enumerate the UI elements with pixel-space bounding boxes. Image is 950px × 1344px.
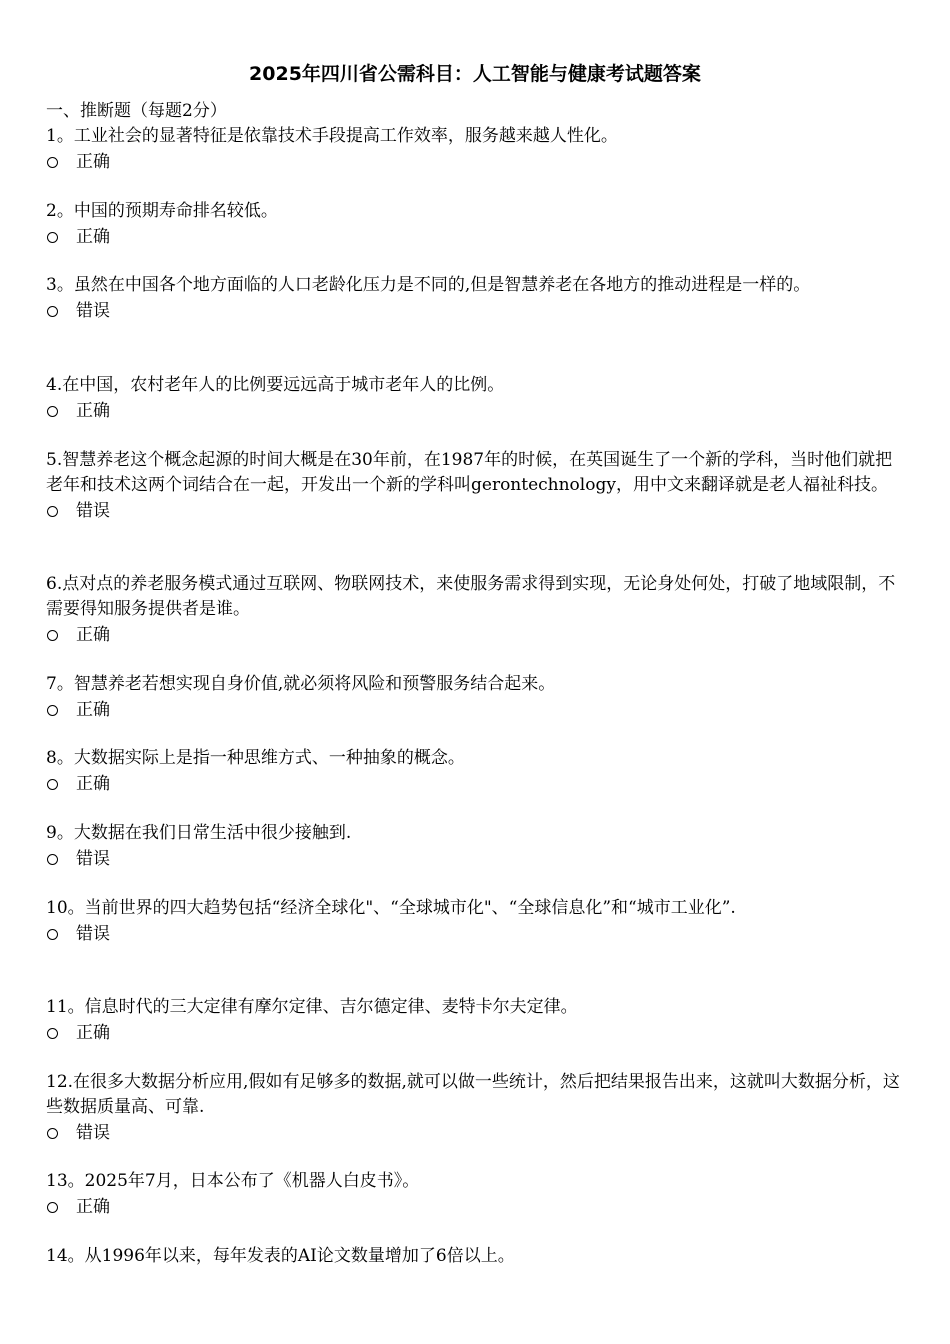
answer-label: 正确 <box>76 1197 110 1217</box>
radio-circle-icon[interactable] <box>47 630 58 641</box>
answer-label: 正确 <box>76 152 110 172</box>
question-text: 14。从1996年以来，每年发表的AI论文数量增加了6倍以上。 <box>46 1246 515 1266</box>
answer-option[interactable] <box>46 225 904 250</box>
radio-circle-icon[interactable] <box>47 506 58 517</box>
answer-label: 正确 <box>76 401 110 421</box>
question-text: 1。工业社会的显著特征是依靠技术手段提高工作效率，服务越来越人性化。 <box>46 126 618 146</box>
question-text: 3。虽然在中国各个地方面临的人口老龄化压力是不同的,但是智慧养老在各地方的推动进程是一样的。 <box>46 275 811 295</box>
question-text: 12.在很多大数据分析应用,假如有足够多的数据,就可以做一些统计，然后把结果报告出来，这就叫大数据分析，这些数据质量高、可靠. <box>46 1072 900 1117</box>
answer-option[interactable] <box>46 399 904 424</box>
answer-label: 错误 <box>76 501 110 521</box>
answer-option[interactable] <box>46 299 904 324</box>
answer-label: 错误 <box>76 301 110 321</box>
section-heading: 一、推断题（每题2分） <box>46 101 227 121</box>
question-6 <box>46 572 904 648</box>
answer-option[interactable] <box>46 698 904 723</box>
question-14 <box>46 1244 904 1269</box>
question-7 <box>46 672 904 723</box>
question-5 <box>46 448 904 524</box>
radio-circle-icon[interactable] <box>47 779 58 790</box>
radio-circle-icon[interactable] <box>47 1202 58 1213</box>
answer-label: 正确 <box>76 1023 110 1043</box>
radio-circle-icon[interactable] <box>47 232 58 243</box>
question-4 <box>46 373 904 424</box>
radio-circle-icon[interactable] <box>47 705 58 716</box>
answer-label: 正确 <box>76 227 110 247</box>
radio-circle-icon[interactable] <box>47 1128 58 1139</box>
question-text: 7。智慧养老若想实现自身价值,就必须将风险和预警服务结合起来。 <box>46 674 556 694</box>
question-1 <box>46 124 904 175</box>
question-3 <box>46 273 904 324</box>
answer-option[interactable] <box>46 1021 904 1046</box>
question-text: 13。2025年7月，日本公布了《机器人白皮书》。 <box>46 1171 420 1191</box>
question-text: 10。当前世界的四大趋势包括“经济全球化"、“全球城市化"、“全球信息化”和“城市工业化”. <box>46 898 736 918</box>
answer-option[interactable] <box>46 499 904 524</box>
document-title: 2025年四川省公需科目：人工智能与健康考试题答案 <box>249 63 701 85</box>
answer-label: 正确 <box>76 625 110 645</box>
question-text: 4.在中国，农村老年人的比例要远远高于城市老年人的比例。 <box>46 375 505 395</box>
radio-circle-icon[interactable] <box>47 157 58 168</box>
question-12 <box>46 1070 904 1146</box>
answer-option[interactable] <box>46 847 904 872</box>
question-text: 6.点对点的养老服务模式通过互联网、物联网技术，来使服务需求得到实现，无论身处何处，打破了地域限制，不需要得知服务提供者是谁。 <box>46 574 896 619</box>
answer-option[interactable] <box>46 922 904 947</box>
answer-option[interactable] <box>46 1121 904 1146</box>
question-text: 8。大数据实际上是指一种思维方式、一种抽象的概念。 <box>46 748 465 768</box>
question-text: 2。中国的预期寿命排名较低。 <box>46 201 278 221</box>
answer-option[interactable] <box>46 623 904 648</box>
radio-circle-icon[interactable] <box>47 929 58 940</box>
question-13 <box>46 1169 904 1220</box>
question-11 <box>46 995 904 1046</box>
answer-option[interactable] <box>46 1195 904 1220</box>
question-10 <box>46 896 904 947</box>
question-text: 11。信息时代的三大定律有摩尔定律、吉尔德定律、麦特卡尔夫定律。 <box>46 997 578 1017</box>
question-text: 9。大数据在我们日常生活中很少接触到. <box>46 823 352 843</box>
answer-label: 错误 <box>76 924 110 944</box>
answer-label: 正确 <box>76 774 110 794</box>
question-text: 5.智慧养老这个概念起源的时间大概是在30年前，在1987年的时候，在英国诞生了一个新的学科，当时他们就把老年和技术这两个词结合在一起，开发出一个新的学科叫gerontechnology，用中文来翻译就是老人福祉科技。 <box>46 450 893 495</box>
question-8 <box>46 746 904 797</box>
answer-label: 错误 <box>76 849 110 869</box>
radio-circle-icon[interactable] <box>47 854 58 865</box>
radio-circle-icon[interactable] <box>47 306 58 317</box>
answer-label: 错误 <box>76 1123 110 1143</box>
question-2 <box>46 199 904 250</box>
answer-option[interactable] <box>46 772 904 797</box>
answer-option[interactable] <box>46 150 904 175</box>
radio-circle-icon[interactable] <box>47 1028 58 1039</box>
answer-label: 正确 <box>76 700 110 720</box>
question-9 <box>46 821 904 872</box>
radio-circle-icon[interactable] <box>47 406 58 417</box>
